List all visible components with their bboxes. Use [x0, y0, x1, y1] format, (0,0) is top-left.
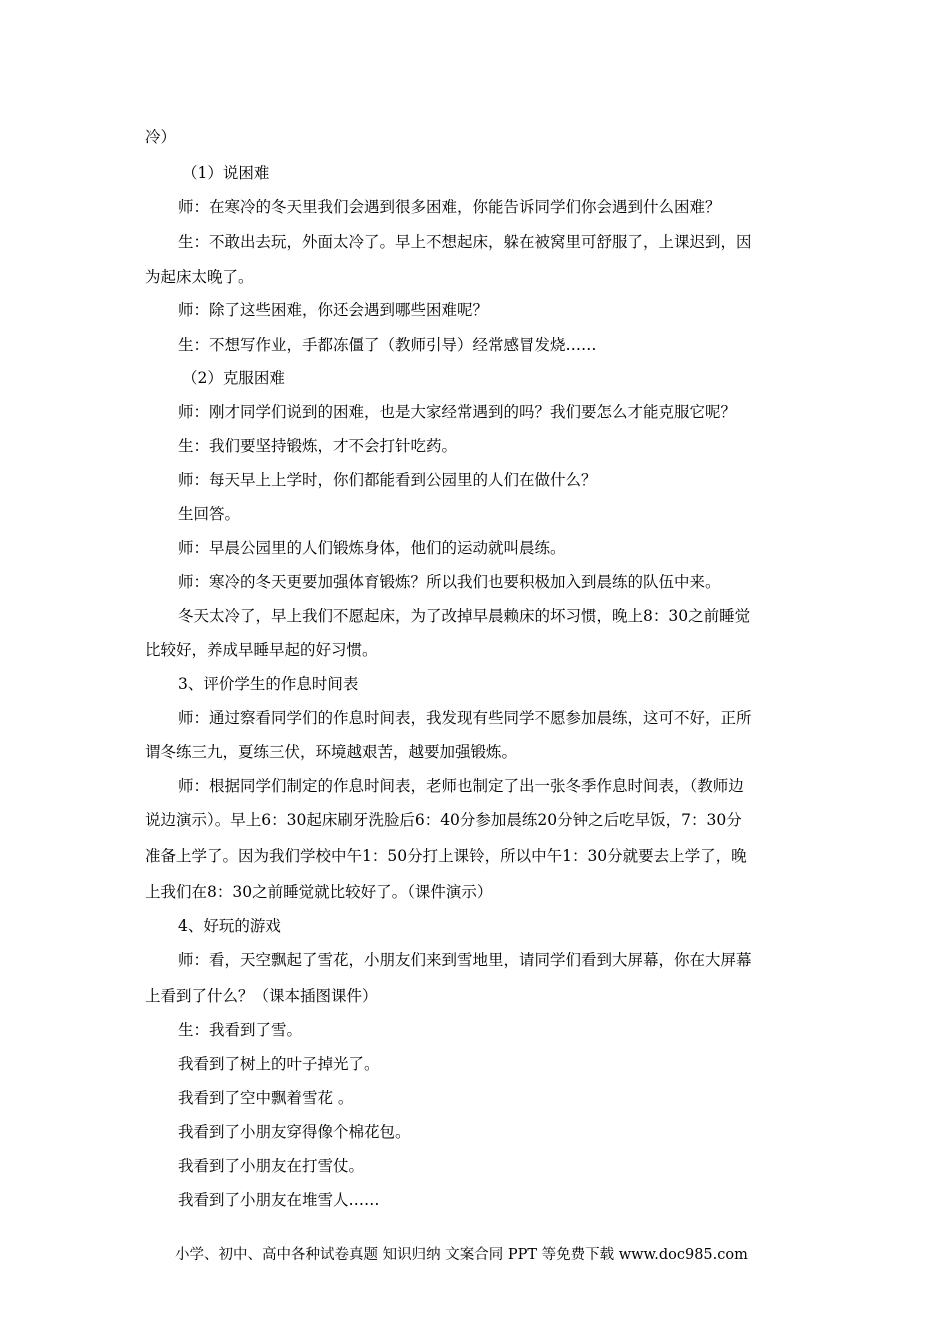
text-line: 生：我看到了雪。 [178, 1021, 303, 1039]
section-heading: 3、评价学生的作息时间表 [178, 675, 359, 693]
text-line: 师：通过察看同学们的作息时间表，我发现有些同学不愿参加晨练，这可不好，正所 [178, 709, 752, 727]
text-line: 师：看，天空飘起了雪花，小朋友们来到雪地里，请同学们看到大屏幕，你在大屏幕 [178, 951, 752, 969]
text-line: 上看到了什么？（课本插图课件） [145, 987, 378, 1005]
text-line: 我看到了小朋友穿得像个棉花包。 [178, 1123, 411, 1141]
text-line: 师：除了这些困难，你还会遇到哪些困难呢？ [178, 301, 489, 319]
text-line: 师：早晨公园里的人们锻炼身体，他们的运动就叫晨练。 [178, 539, 566, 557]
text-line: 师：每天早上上学时，你们都能看到公园里的人们在做什么？ [178, 471, 597, 489]
text-line: 说边演示）。早上6：30起床刷牙洗脸后6：40分参加晨练20分钟之后吃早饭，7：30分 [145, 811, 742, 829]
text-line: 我看到了小朋友在打雪仗。 [178, 1157, 365, 1175]
section-heading: （2）克服困难 [182, 369, 285, 387]
page-footer: 小学、初中、高中各种试卷真题 知识归纳 文案合同 PPT 等免费下载 www.doc985.com [175, 1247, 748, 1263]
section-heading: （1）说困难 [182, 164, 270, 182]
text-line: 谓冬练三九，夏练三伏，环境越艰苦，越要加强锻炼。 [145, 743, 518, 761]
text-line: 冬天太冷了，早上我们不愿起床，为了改掉早晨赖床的坏习惯，晚上8：30之前睡觉 [178, 607, 751, 625]
text-line: 生：我们要坚持锻炼，才不会打针吃药。 [178, 437, 458, 455]
text-line: 生回答。 [178, 505, 241, 523]
text-line: 我看到了树上的叶子掉光了。 [178, 1055, 380, 1073]
section-heading: 4、好玩的游戏 [178, 917, 281, 935]
text-line: 师：在寒冷的冬天里我们会遇到很多困难，你能告诉同学们你会遇到什么困难？ [178, 198, 721, 216]
text-line: 生：不想写作业，手都冻僵了（教师引导）经常感冒发烧…… [178, 336, 597, 354]
text-line: 师：根据同学们制定的作息时间表，老师也制定了出一张冬季作息时间表，（教师边 [178, 777, 744, 795]
text-line: 师：寒冷的冬天更要加强体育锻炼？所以我们也要积极加入到晨练的队伍中来。 [178, 573, 721, 591]
text-line: 我看到了小朋友在堆雪人…… [178, 1191, 380, 1209]
text-line: 比较好，养成早睡早起的好习惯。 [145, 641, 378, 659]
text-line: 为起床太晚了。 [145, 268, 254, 286]
text-line: 上我们在8：30之前睡觉就比较好了。（课件演示） [145, 883, 493, 901]
text-line: 准备上学了。因为我们学校中午1：50分打上课铃，所以中午1：30分就要去上学了，晚 [145, 847, 747, 865]
text-line: 生：不敢出去玩，外面太冷了。早上不想起床，躲在被窝里可舒服了，上课迟到，因 [178, 233, 752, 251]
text-line: 我看到了空中飘着雪花 。 [178, 1089, 354, 1107]
text-line: 师：刚才同学们说到的困难，也是大家经常遇到的吗？我们要怎么才能克服它呢？ [178, 403, 737, 421]
text-line: 冷） [145, 128, 177, 146]
